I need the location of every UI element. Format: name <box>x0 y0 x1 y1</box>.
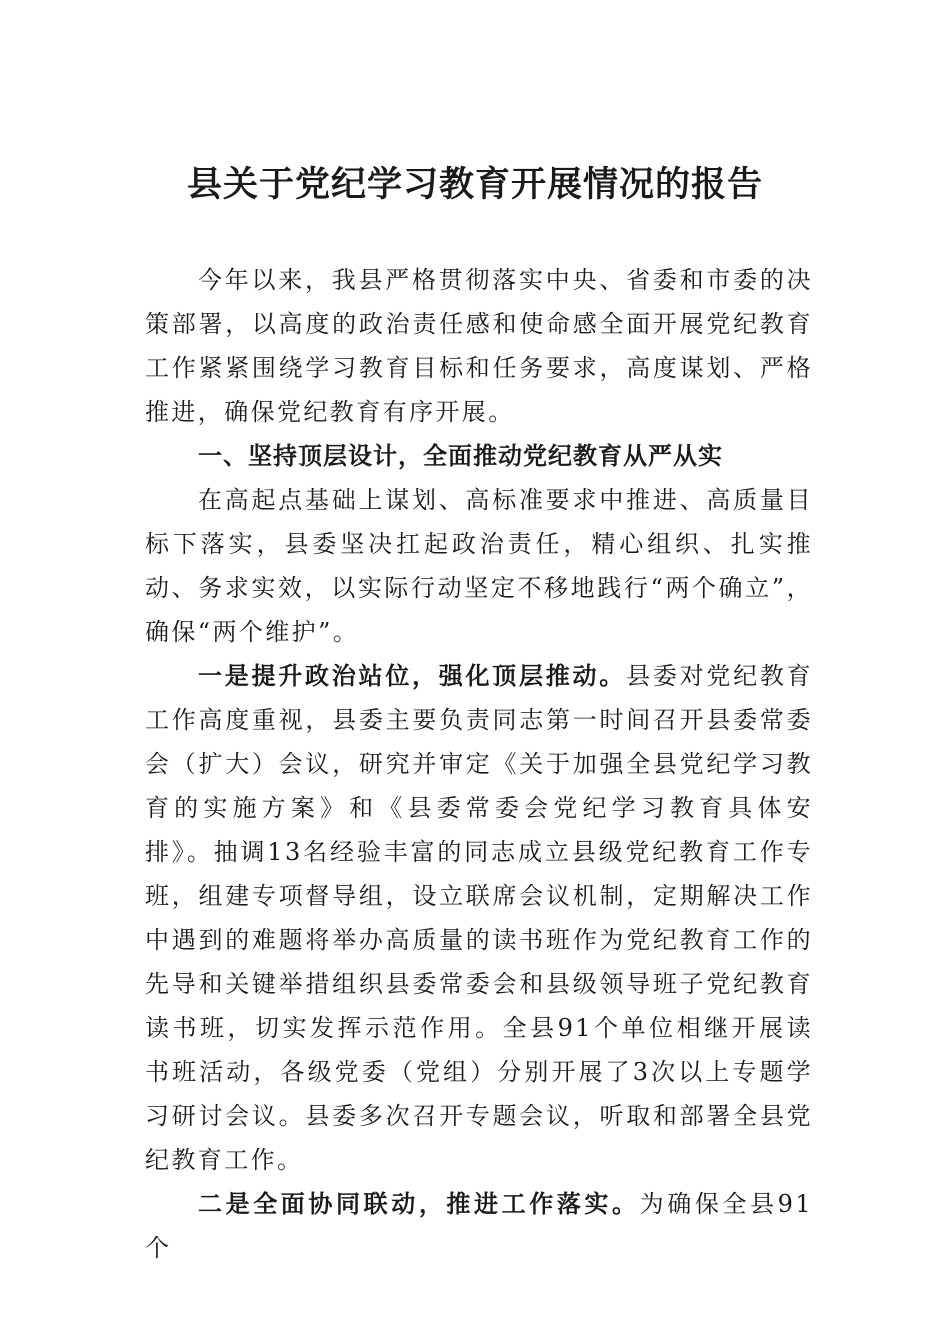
document-body <box>145 258 813 1270</box>
document-title: 县关于党纪学习教育开展情况的报告 <box>186 164 763 205</box>
item-text: 县委对党纪教育工作高度重视，县委主要负责同志第一时间召开县委常委会（扩大）会议，研究并审定《关于加强全县党纪学习教育的实施方案》和《县委常委会党纪学习教育具体安排》。抽调13名经验丰富的同志成立县级党纪教育工作专班，组建专项督导组，设立联席会议机制，定期解决工作中遇到的难题将举办高质量的读书班作为党纪教育工作的先导和关键举措组织县委常委会和县级领导班子党纪教育读书班，切实发挥示范作用。全县91个单位相继开展读书班活动，各级党委（党组）分别开展了3次以上专题学习研讨会议。县委多次召开专题会议，听取和部署全县党纪教育工作。 <box>145 662 813 1174</box>
item-lead: 一是提升政治站位，强化顶层推动。 <box>198 661 627 690</box>
item-paragraph-1 <box>145 654 813 1182</box>
intro-paragraph: 今年以来，我县严格贯彻落实中央、省委和市委的决策部署，以高度的政治责任感和使命感全面开展党纪教育工作紧紧围绕学习教育目标和任务要求，高度谋划、严格推进，确保党纪教育有序开展。 <box>145 266 813 426</box>
section-heading: 一、坚持顶层设计，全面推动党纪教育从严从实 <box>198 442 723 470</box>
item-paragraph-2 <box>145 1182 813 1270</box>
item-text: 为确保全县91个 <box>145 1190 813 1262</box>
section-paragraph: 在高起点基础上谋划、高标准要求中推进、高质量目标下落实，县委坚决扛起政治责任，精心组织、扎实推动、务求实效，以实际行动坚定不移地践行“两个确立”，确保“两个维护”。 <box>145 486 813 646</box>
item-lead: 二是全面协同联动，推进工作落实。 <box>198 1189 640 1218</box>
